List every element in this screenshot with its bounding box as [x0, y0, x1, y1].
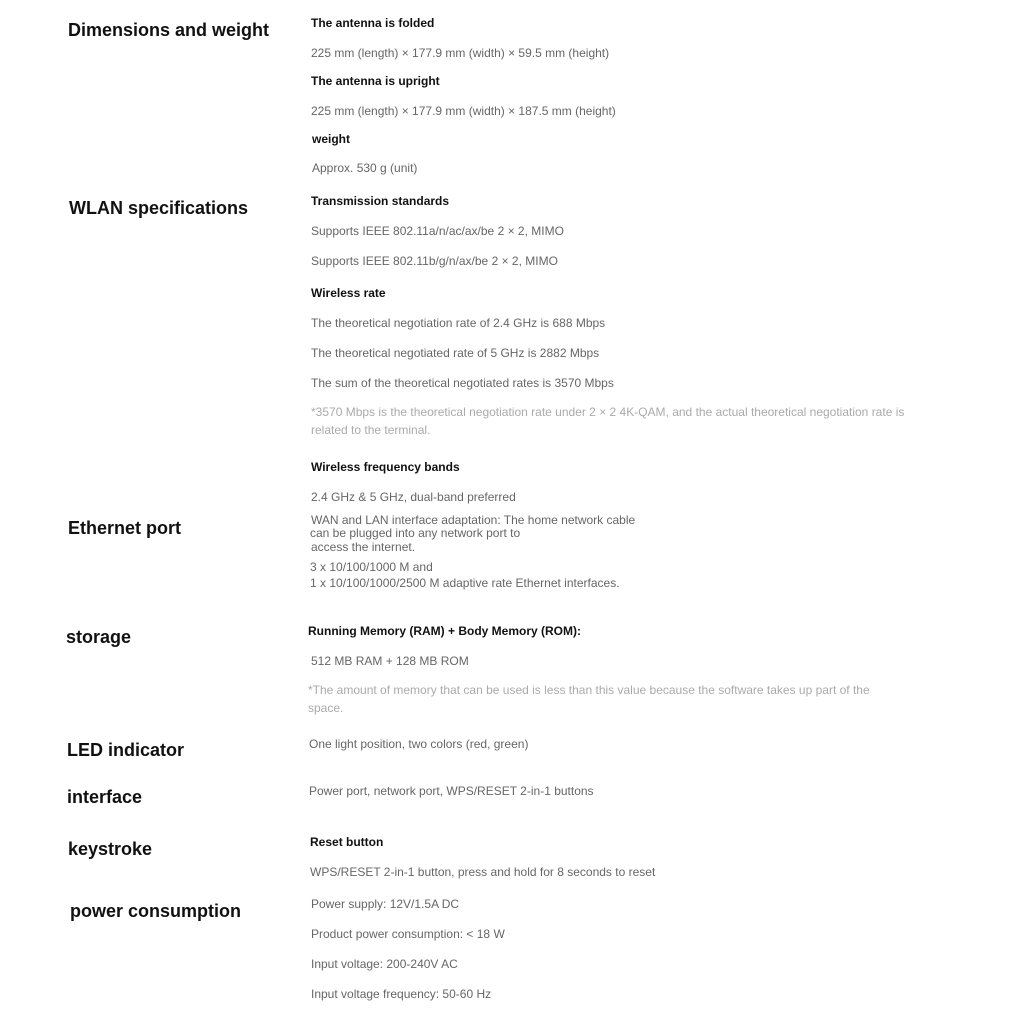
spec-value: Approx. 530 g (unit): [312, 161, 418, 175]
spec-label: The antenna is folded: [311, 16, 435, 30]
spec-value: One light position, two colors (red, green): [309, 737, 529, 751]
spec-value: 2.4 GHz & 5 GHz, dual-band preferred: [311, 490, 516, 504]
spec-value: The theoretical negotiated rate of 5 GHz is 2882 Mbps: [311, 346, 600, 360]
section-title: WLAN specifications: [69, 198, 249, 218]
section-title: keystroke: [68, 839, 153, 859]
section-title: LED indicator: [67, 740, 185, 760]
spec-value: The theoretical negotiation rate of 2.4 GHz is 688 Mbps: [311, 316, 606, 330]
section-title: interface: [67, 787, 143, 807]
spec-value: can be plugged into any network port to: [310, 526, 521, 540]
spec-label: weight: [312, 132, 350, 146]
section-title: Dimensions and weight: [68, 20, 270, 40]
spec-label: Running Memory (RAM) + Body Memory (ROM):: [308, 624, 581, 638]
spec-value: access the internet.: [311, 540, 416, 554]
spec-value: Input voltage frequency: 50-60 Hz: [311, 987, 492, 1001]
spec-label: Wireless rate: [311, 286, 386, 300]
spec-value: Product power consumption: < 18 W: [311, 927, 505, 941]
spec-label: Reset button: [310, 835, 384, 849]
spec-value: Supports IEEE 802.11a/n/ac/ax/be 2 × 2, MIMO: [311, 224, 564, 238]
spec-note: *The amount of memory that can be used is less than this value because the software takes up part of the space.: [308, 683, 870, 715]
section-title: storage: [66, 627, 132, 647]
spec-value: 1 x 10/100/1000/2500 M adaptive rate Ethernet interfaces.: [310, 576, 620, 590]
spec-value: 225 mm (length) × 177.9 mm (width) × 59.5 mm (height): [311, 46, 610, 60]
section-title: power consumption: [70, 901, 241, 921]
section-title: Ethernet port: [68, 518, 182, 538]
spec-value: Power port, network port, WPS/RESET 2-in-1 buttons: [309, 784, 594, 798]
spec-value: Input voltage: 200-240V AC: [311, 957, 458, 971]
spec-value: The sum of the theoretical negotiated rates is 3570 Mbps: [311, 376, 614, 390]
spec-value: 225 mm (length) × 177.9 mm (width) × 187.5 mm (height): [311, 104, 616, 118]
spec-label: The antenna is upright: [311, 74, 440, 88]
spec-value: 3 x 10/100/1000 M and: [310, 560, 433, 574]
spec-value: Supports IEEE 802.11b/g/n/ax/be 2 × 2, MIMO: [311, 254, 558, 268]
spec-value: WAN and LAN interface adaptation: The home network cable: [311, 513, 636, 527]
spec-label: Transmission standards: [311, 194, 450, 208]
spec-value: 512 MB RAM + 128 MB ROM: [311, 654, 469, 668]
spec-value: WPS/RESET 2-in-1 button, press and hold for 8 seconds to reset: [310, 865, 656, 879]
spec-value: Power supply: 12V/1.5A DC: [311, 897, 460, 911]
spec-note: *3570 Mbps is the theoretical negotiation rate under 2 × 2 4K-QAM, and the actual theoretical negotiation rate is related to the terminal.: [311, 405, 905, 437]
spec-label: Wireless frequency bands: [311, 460, 460, 474]
